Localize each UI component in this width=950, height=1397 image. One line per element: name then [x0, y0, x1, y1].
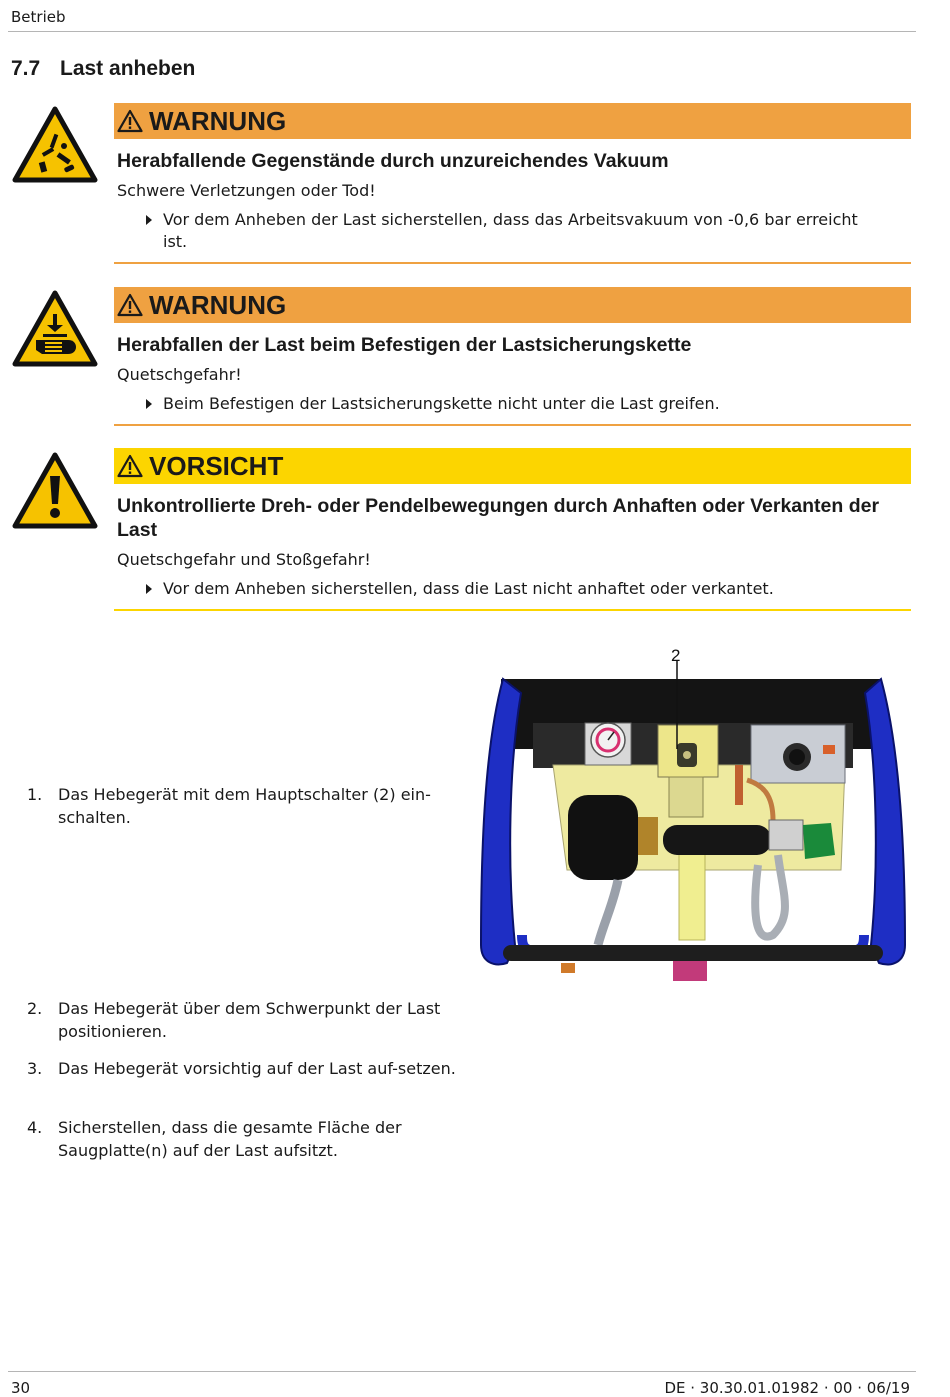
- step-text: Das Hebegerät vorsichtig auf der Last auf-setzen.: [58, 1059, 456, 1078]
- device-illustration: [473, 645, 913, 985]
- signal-bar: [114, 287, 911, 323]
- section-number: 7.7: [11, 57, 41, 80]
- signal-word: WARNUNG: [149, 289, 287, 320]
- signal-bar: [114, 103, 911, 139]
- document-id: DE · 30.30.01.01982 · 00 · 06/19: [664, 1379, 910, 1397]
- falling-objects-sign-icon: [12, 106, 98, 184]
- hazard-title: Unkontrollierte Dreh- oder Pendelbewegungen durch Anhaften oder Verkanten der Last: [117, 495, 880, 541]
- page-number: 30: [11, 1379, 31, 1397]
- hazard-consequence: Quetschgefahr!: [117, 365, 242, 384]
- step-number: 3.: [27, 1059, 43, 1078]
- general-warning-sign-icon: [12, 452, 98, 530]
- bullet-arrow-icon: [146, 584, 152, 594]
- warning-triangle-icon: [117, 109, 143, 133]
- hazard-action: Vor dem Anheben sicherstellen, dass die Last nicht anhaftet oder verkantet.: [163, 578, 881, 600]
- warning-triangle-icon: [117, 454, 143, 478]
- caution-notice-swing: [114, 448, 911, 600]
- notice-end-line: [114, 262, 911, 264]
- hazard-title: Herabfallende Gegenstände durch unzureichendes Vakuum: [117, 150, 669, 172]
- hazard-action: Beim Befestigen der Lastsicherungskette nicht unter die Last greifen.: [163, 393, 881, 415]
- hazard-consequence: Schwere Verletzungen oder Tod!: [117, 181, 376, 200]
- warning-notice-chain: [114, 287, 911, 415]
- step-number: 2.: [27, 999, 43, 1018]
- signal-word: WARNUNG: [149, 105, 287, 136]
- warning-triangle-icon: [117, 293, 143, 317]
- step-text: Das Hebegerät über dem Schwerpunkt der Last positionieren.: [58, 999, 441, 1041]
- bullet-arrow-icon: [146, 399, 152, 409]
- signal-bar: [114, 448, 911, 484]
- callout-label: 2: [671, 646, 681, 665]
- step-text: Sicherstellen, dass die gesamte Fläche der Saugplatte(n) auf der Last aufsitzt.: [58, 1118, 402, 1160]
- footer-rule: [8, 1371, 916, 1372]
- step-1: [27, 783, 457, 829]
- warning-notice-vacuum: [114, 103, 911, 253]
- crushing-hand-sign-icon: [12, 290, 98, 368]
- step-4: [27, 1116, 457, 1162]
- running-header: Betrieb: [11, 8, 66, 26]
- step-number: 1.: [27, 785, 43, 804]
- hazard-action: Vor dem Anheben der Last sicherstellen, dass das Arbeitsvakuum von -0,6 bar erreicht ist.: [163, 209, 881, 253]
- step-text: Das Hebegerät mit dem Hauptschalter (2) ein-schalten.: [58, 785, 431, 827]
- hazard-consequence: Quetschgefahr und Stoßgefahr!: [117, 550, 371, 569]
- step-2: [27, 997, 457, 1043]
- notice-end-line: [114, 424, 911, 426]
- hazard-title: Herabfallen der Last beim Befestigen der Lastsicherungskette: [117, 334, 692, 356]
- header-rule: [8, 31, 916, 32]
- section-heading: [11, 57, 195, 81]
- notice-end-line: [114, 609, 911, 611]
- signal-word: VORSICHT: [149, 450, 284, 481]
- section-title: Last anheben: [60, 57, 196, 80]
- bullet-arrow-icon: [146, 215, 152, 225]
- step-number: 4.: [27, 1118, 43, 1137]
- step-3: [27, 1057, 457, 1080]
